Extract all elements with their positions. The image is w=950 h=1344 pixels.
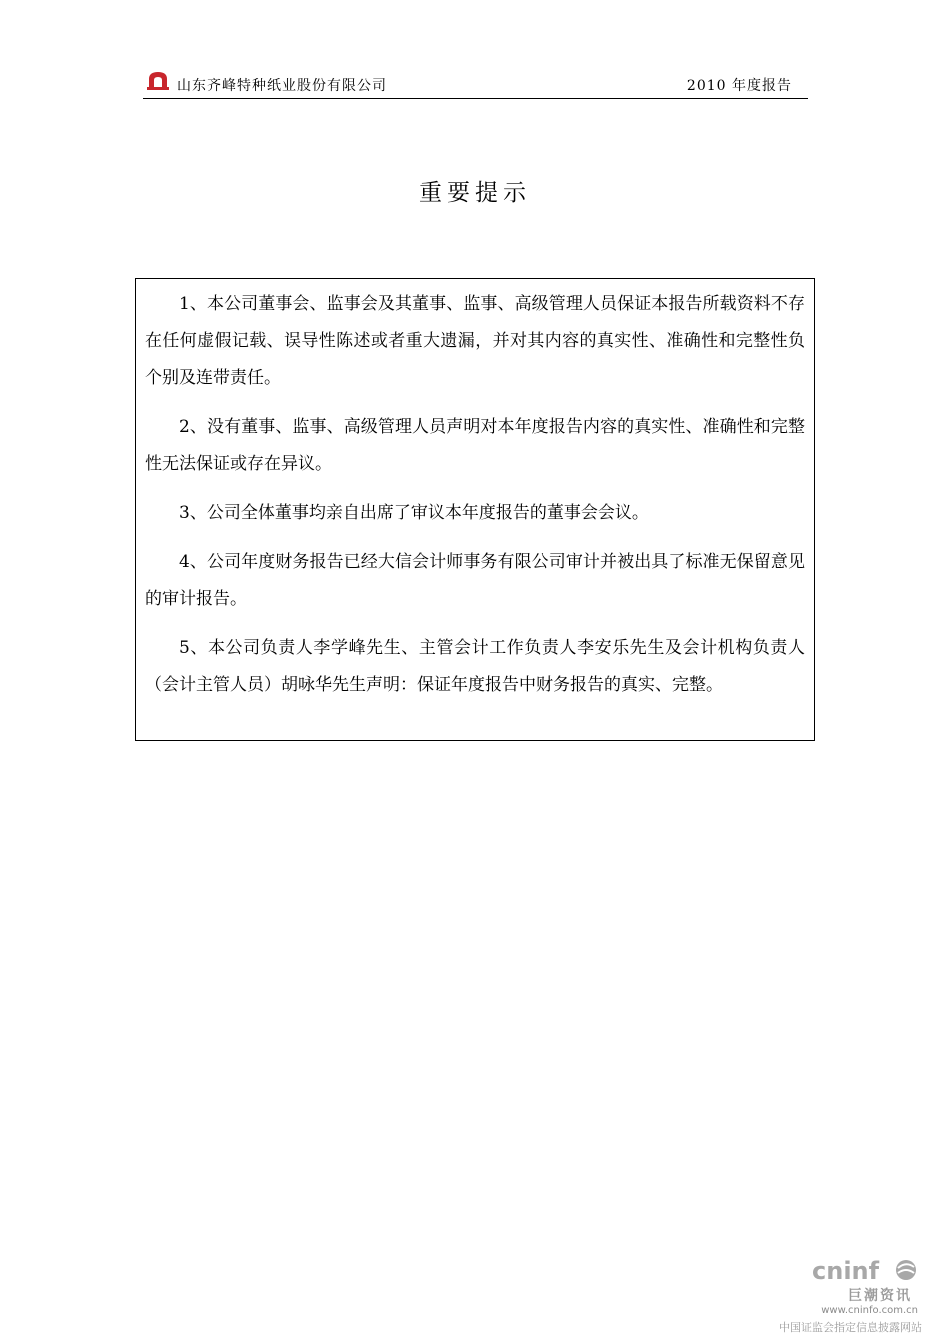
notice-item-4: 4、公司年度财务报告已经大信会计师事务有限公司审计并被出具了标准无保留意见的审计报告。 [145,552,805,609]
report-year: 2010 年度报告 [686,78,792,94]
notice-box [135,278,815,741]
cninfo-watermark [779,1255,922,1335]
company-logo-icon [147,70,169,90]
page-header [143,68,808,99]
notice-item-3: 3、公司全体董事均亲自出席了审议本年度报告的董事会会议。 [179,503,649,523]
company-name: 山东齐峰特种纸业股份有限公司 [177,78,387,94]
cninfo-brand-text: cninf [812,1257,880,1285]
cninfo-name: 巨潮资讯 [848,1288,912,1304]
notice-item-5: 5、本公司负责人李学峰先生、主管会计工作负责人李安乐先生及会计机构负责人（会计主管人员）胡咏华先生声明：保证年度报告中财务报告的真实、完整。 [145,638,805,695]
notice-item-2: 2、没有董事、监事、高级管理人员声明对本年度报告内容的真实性、准确性和完整性无法保证或存在异议。 [145,417,805,474]
cninfo-tagline: 中国证监会指定信息披露网站 [779,1321,922,1334]
cninfo-logo-icon [812,1255,918,1285]
cninfo-url: www.cninfo.com.cn [821,1305,918,1316]
notice-item-1: 1、本公司董事会、监事会及其董事、监事、高级管理人员保证本报告所载资料不存在任何虚假记载、误导性陈述或者重大遗漏，并对其内容的真实性、准确性和完整性负个别及连带责任。 [145,294,805,388]
page-title: 重要提示 [419,180,531,206]
